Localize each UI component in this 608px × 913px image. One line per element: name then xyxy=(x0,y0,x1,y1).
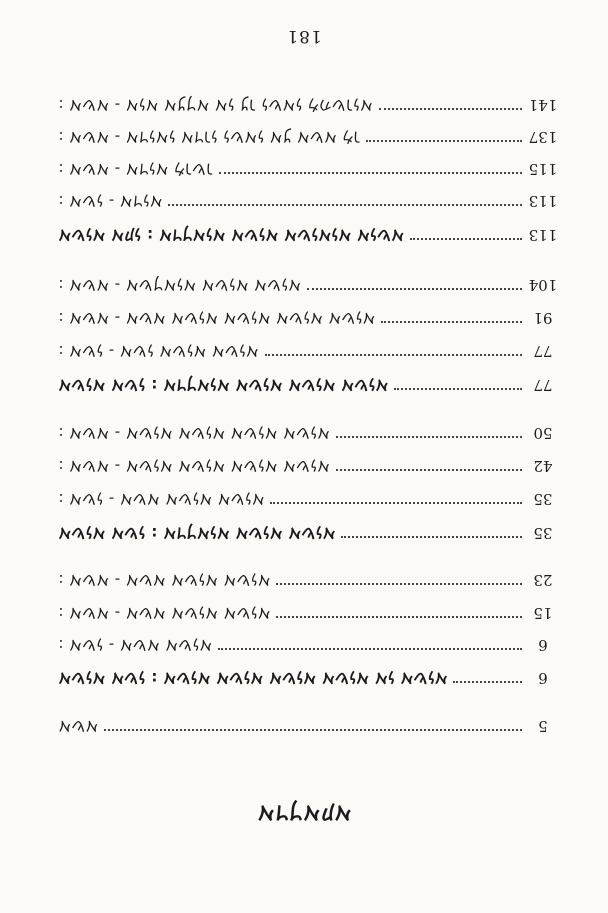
toc-page-number: 15 xyxy=(533,604,553,622)
dot-leader xyxy=(276,583,522,585)
toc-entry-title: 𐡀𐡔𐡍𐡀 𐡀𐡔𐡍 : 𐡀𐡔𐡍𐡀 𐡀𐡔𐡍𐡀 𐡀𐡔𐡍𐡀 𐡀𐡔𐡍𐡀 𐡀𐡍 𐡀𐡔𐡍𐡀 xyxy=(58,669,448,687)
toc-entry xyxy=(58,338,558,364)
toc-entry-title: 𐡀𐡔𐡀 xyxy=(58,717,99,735)
toc-entry-title: 𐡀𐡔𐡍𐡀 𐡀𐡕𐡍 : 𐡀𐡃𐡓𐡀𐡍𐡀 𐡀𐡔𐡍𐡀 𐡀𐡔𐡍𐡀𐡍𐡀 𐡀𐡍𐡔𐡀 xyxy=(58,226,404,244)
toc-entry xyxy=(58,420,558,446)
toc-page-number: 5 xyxy=(538,717,548,735)
toc-page-number: 23 xyxy=(533,571,553,589)
dot-leader xyxy=(410,238,522,240)
toc-entry xyxy=(58,305,558,331)
toc-entry-title: 𐡀𐡔𐡍 - 𐡀𐡔𐡀 𐡀𐡔𐡍𐡀 : xyxy=(58,636,213,654)
toc-entry-title: 𐡀𐡔𐡍𐡀 𐡀𐡔𐡍 : 𐡀𐡃𐡓𐡀𐡍𐡀 𐡀𐡔𐡍𐡀 𐡀𐡔𐡍𐡀 xyxy=(58,524,336,542)
dot-leader xyxy=(381,321,522,323)
dot-leader xyxy=(341,536,522,538)
dot-leader xyxy=(219,172,522,174)
dot-leader xyxy=(218,648,522,650)
toc-entry xyxy=(58,600,558,626)
toc-entry xyxy=(58,92,558,118)
toc-section-heading xyxy=(58,372,558,398)
toc-entry-title: 𐡀𐡔𐡀 - 𐡀𐡔𐡍𐡀 𐡀𐡔𐡍𐡀 𐡀𐡔𐡍𐡀 𐡀𐡔𐡍𐡀 : xyxy=(58,424,330,442)
toc-page-number: 104 xyxy=(528,276,558,294)
toc-entry-title: 𐡀𐡔𐡍 - 𐡀𐡔𐡍 𐡀𐡔𐡍𐡀 𐡀𐡔𐡍𐡀 : xyxy=(58,342,259,360)
toc-entry xyxy=(58,567,558,593)
toc-entry xyxy=(58,272,558,298)
toc-entry xyxy=(58,453,558,479)
toc-page-number: 42 xyxy=(533,457,553,475)
dot-leader xyxy=(307,288,522,290)
dot-leader xyxy=(379,108,522,110)
toc-section-heading xyxy=(58,520,558,546)
dot-leader xyxy=(366,140,522,142)
toc-page-number: 137 xyxy=(528,128,558,146)
toc-page-number: 113 xyxy=(528,192,558,210)
toc-page-number: 50 xyxy=(533,424,553,442)
toc-entry-title: 𐡀𐡔𐡀 - 𐡀𐡃𐡍𐡀𐡍 𐡀𐡃𐡅𐡍 𐡍𐡔𐡀𐡍 𐡀𐡊 𐡀𐡔𐡀 𐡌𐡅 : xyxy=(58,128,361,146)
toc-entry xyxy=(58,713,558,739)
toc-section-heading xyxy=(58,222,558,248)
dot-leader xyxy=(104,729,522,731)
toc-page-number: 77 xyxy=(533,376,553,394)
toc-page-number: 6 xyxy=(538,636,548,654)
toc-entry xyxy=(58,188,558,214)
dot-leader xyxy=(168,204,522,206)
toc-page-number: 91 xyxy=(533,309,553,327)
toc-page-number: 141 xyxy=(528,96,558,114)
toc-section-heading xyxy=(58,665,558,691)
toc-entry-title: 𐡀𐡔𐡀 - 𐡀𐡃𐡍𐡀 𐡌𐡅𐡔𐡅 : xyxy=(58,160,213,178)
toc-entry xyxy=(58,486,558,512)
dot-leader xyxy=(270,502,522,504)
toc-page-number: 6 xyxy=(538,669,548,687)
toc-entry xyxy=(58,632,558,658)
toc-page-number: 77 xyxy=(533,342,553,360)
toc-entry-title: 𐡀𐡔𐡀 - 𐡀𐡍𐡀 𐡀𐡊𐡓𐡀 𐡀𐡍 𐡊𐡅 𐡍𐡔𐡀𐡍 𐡌𐡄𐡔𐡅𐡍𐡀 : xyxy=(58,96,373,114)
dot-leader xyxy=(265,354,522,356)
toc-entry xyxy=(58,124,558,150)
toc-page-number: 35 xyxy=(533,490,553,508)
toc-entry-title: 𐡀𐡔𐡍 - 𐡀𐡔𐡀 𐡀𐡔𐡍𐡀 𐡀𐡔𐡍𐡀 : xyxy=(58,490,265,508)
dot-leader xyxy=(336,469,522,471)
toc-entry-title: 𐡀𐡔𐡀 - 𐡀𐡔𐡀 𐡀𐡔𐡍𐡀 𐡀𐡔𐡍𐡀 : xyxy=(58,571,271,589)
toc-entry-title: 𐡀𐡔𐡀 - 𐡀𐡔𐡓𐡀𐡍𐡀 𐡀𐡔𐡍𐡀 𐡀𐡔𐡍𐡀 : xyxy=(58,276,301,294)
toc-entry-title: 𐡀𐡔𐡍𐡀 𐡀𐡔𐡍 : 𐡀𐡃𐡓𐡀𐡍𐡀 𐡀𐡔𐡍𐡀 𐡀𐡔𐡍𐡀 𐡀𐡔𐡍𐡀 xyxy=(58,376,389,394)
section-title: 𐡀𐡃𐡓𐡀𐡕𐡀 xyxy=(256,801,352,825)
toc-page-number: 115 xyxy=(528,160,558,178)
toc-page-number: 113 xyxy=(528,226,558,244)
page-number: 181 xyxy=(286,26,322,46)
toc-entry-title: 𐡀𐡔𐡀 - 𐡀𐡔𐡀 𐡀𐡔𐡍𐡀 𐡀𐡔𐡍𐡀 : xyxy=(58,604,271,622)
dot-leader xyxy=(336,436,522,438)
toc-entry-title: 𐡀𐡔𐡀 - 𐡀𐡔𐡍𐡀 𐡀𐡔𐡍𐡀 𐡀𐡔𐡍𐡀 𐡀𐡔𐡍𐡀 : xyxy=(58,457,330,475)
toc-entry xyxy=(58,156,558,182)
toc-page-number: 35 xyxy=(533,524,553,542)
dot-leader xyxy=(276,616,522,618)
toc-entry-title: 𐡀𐡔𐡀 - 𐡀𐡔𐡀 𐡀𐡔𐡍𐡀 𐡀𐡔𐡍𐡀 𐡀𐡔𐡍𐡀 𐡀𐡔𐡍𐡀 : xyxy=(58,309,376,327)
dot-leader xyxy=(453,681,522,683)
toc-entry-title: 𐡀𐡔𐡍 - 𐡀𐡃𐡍𐡀 : xyxy=(58,192,163,210)
dot-leader xyxy=(394,388,522,390)
